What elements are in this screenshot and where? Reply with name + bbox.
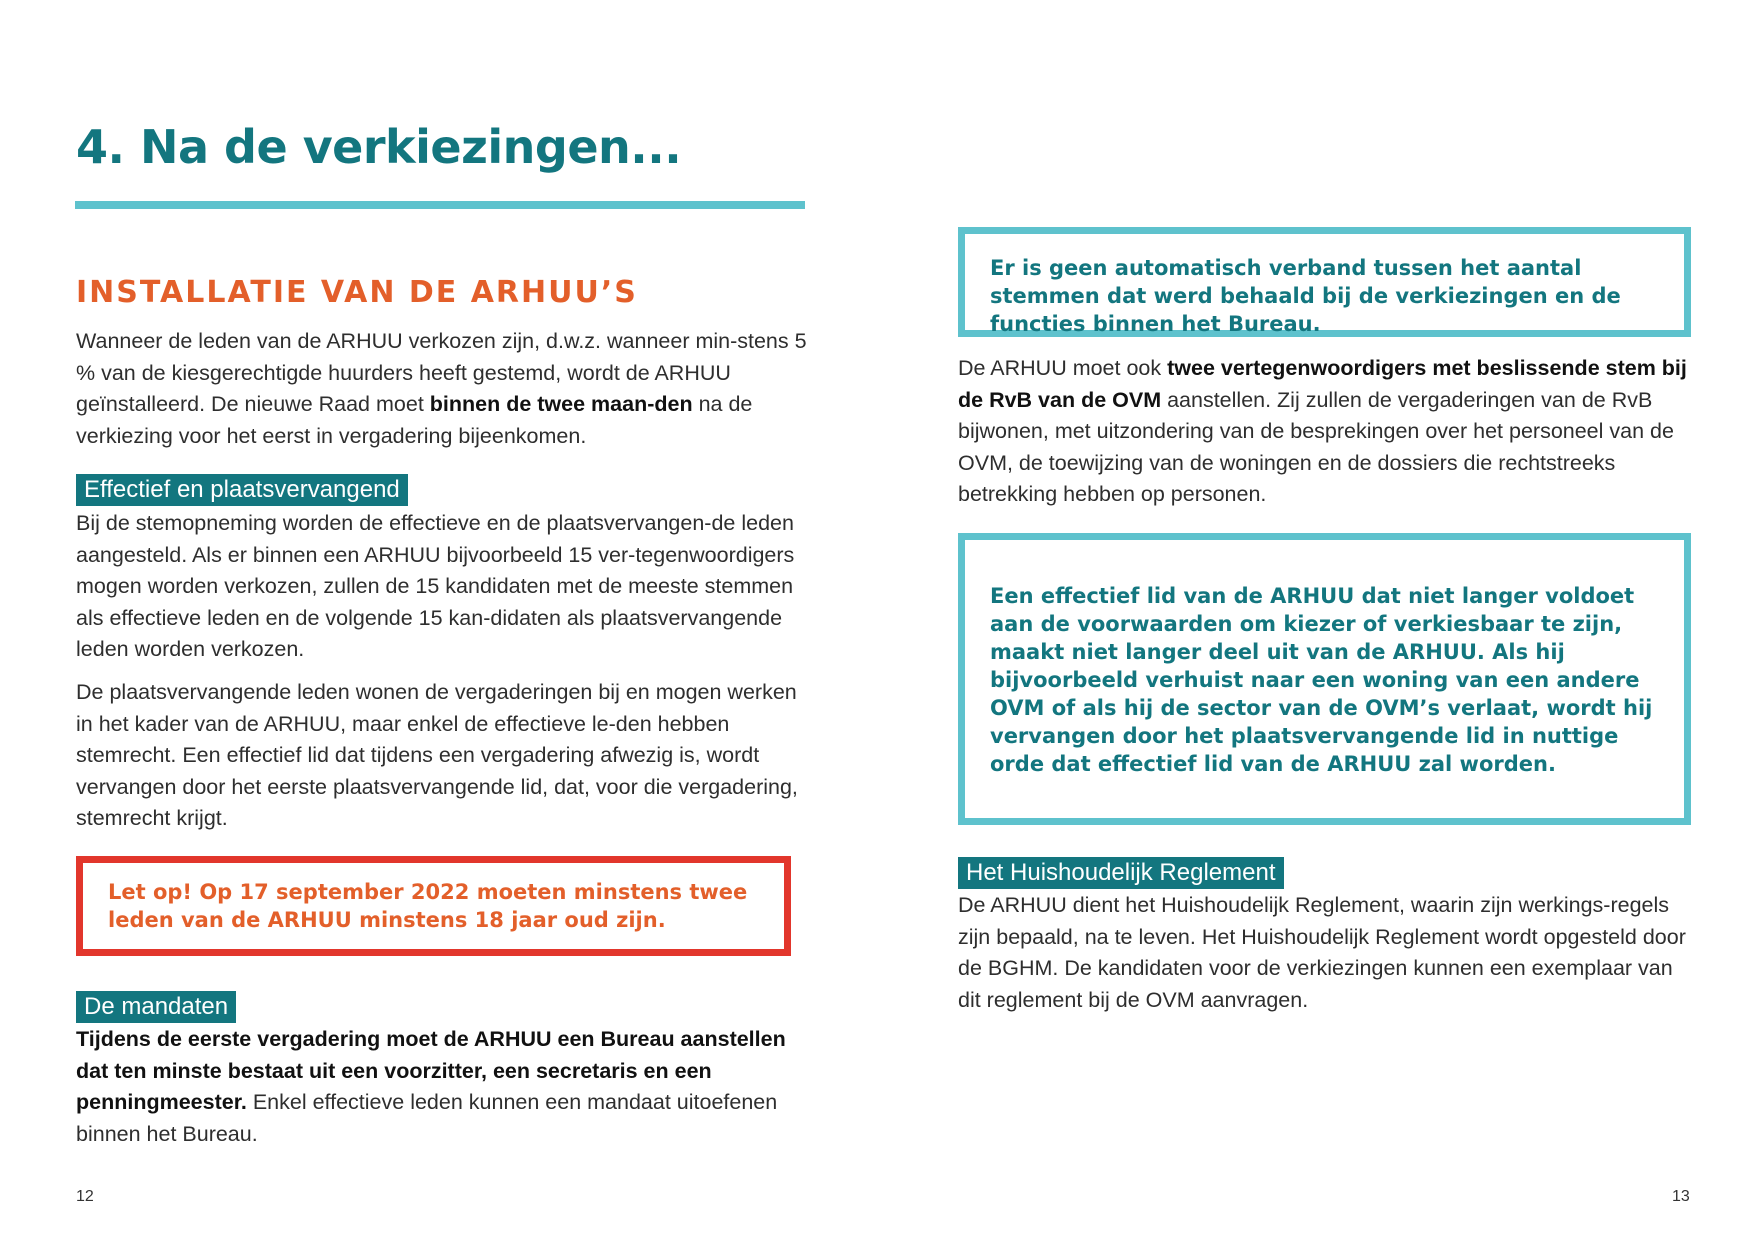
mandaten-text: Enkel effectieve leden kunnen een mandaat uitoefenen binnen het Bureau. <box>76 1090 778 1146</box>
ovm-text-1: De ARHUU moet ook <box>958 356 1168 380</box>
mandaten-paragraph <box>76 1024 808 1150</box>
section-heading: INSTALLATIE VAN DE ARHUU’S <box>76 275 638 310</box>
intro-text-2: na de verkiezing voor het eerst in vergadering bijeenkomen. <box>76 392 753 448</box>
intro-bold: binnen de twee maan-den <box>429 392 693 416</box>
page-number-right: 13 <box>1672 1188 1690 1205</box>
title-divider <box>75 201 805 209</box>
reglement-paragraph: De ARHUU dient het Huishoudelijk Reglement, waarin zijn werkings-regels zijn bepaald, na te leven. Het Huishoudelijk Reglement wordt opgesteld door de BGHM. De kandidaten voor de verkiezingen kunnen een exemplaar van dit reglement bij de OVM aanvragen. <box>958 893 1686 1012</box>
intro-text-1: Wanneer de leden van de ARHUU verkozen zijn, d.w.z. wanneer min-stens 5 % van de kiesgerechtigde huurders heeft gestemd, wordt de ARHUU geïnstalleerd. De nieuwe Raad moet <box>76 329 807 416</box>
subheading-effectief: Effectief en plaatsvervangend <box>76 474 408 506</box>
effectief-paragraph-1: Bij de stemopneming worden de effectieve en de plaatsvervangen-de leden aangesteld. Als er binnen een ARHUU bijvoorbeeld 15 ver-tegenwoordigers mogen worden verkozen, zullen de 15 kandidaten met de meeste stemmen als effectieve leden en de volgende 15 kan-didaten als plaatsvervangende leden worden verkozen. <box>76 511 795 661</box>
effectief-paragraph-2: De plaatsvervangende leden wonen de vergaderingen bij en mogen werken in het kader van de ARHUU, maar enkel de effectieve le-den hebben stemrecht. Een effectief lid dat tijdens een vergadering afwezig is, wordt vervangen door het eerste plaatsvervangende lid, dat, voor die vergadering, stemrecht krijgt. <box>76 680 798 830</box>
warning-text: Let op! Op 17 september 2022 moeten minstens twee leden van de ARHUU minstens 18 jaar oud zijn. <box>108 880 748 932</box>
info-text-1: Er is geen automatisch verband tussen het aantal stemmen dat werd behaald bij de verkiezingen en de functies binnen het Bureau. <box>990 256 1621 336</box>
info-text-2: Een effectief lid van de ARHUU dat niet langer voldoet aan de voorwaarden om kiezer of verkiesbaar te zijn, maakt niet langer deel uit van de ARHUU. Als hij bijvoorbeeld verhuist naar een woning van een andere OVM of als hij de sector van de OVM’s verlaat, wordt hij vervangen door het plaatsvervangende lid in nuttige orde dat effectief lid van de ARHUU zal worden. <box>990 584 1653 776</box>
ovm-bold: twee vertegenwoordigers met beslissende stem bij de RvB van de OVM <box>958 356 1687 412</box>
ovm-text-2: aanstellen. Zij zullen de vergaderingen van de RvB bijwonen, met uitzondering van de besprekingen over het personeel van de OVM, de toewijzing van de woningen en de dossiers die rechtstreeks betrekking hebben op personen. <box>958 387 1674 506</box>
page-title: 4. Na de verkiezingen... <box>76 120 682 174</box>
subheading-mandaten: De mandaten <box>76 991 236 1023</box>
intro-paragraph <box>76 326 808 452</box>
subheading-reglement: Het Huishoudelijk Reglement <box>958 857 1284 889</box>
mandaten-bold: Tijdens de eerste vergadering moet de ARHUU een Bureau aanstellen dat ten minste bestaat uit een voorzitter, een secretaris en een penningmeester. <box>76 1027 786 1114</box>
ovm-paragraph <box>958 353 1698 511</box>
page-number-left: 12 <box>76 1188 94 1205</box>
